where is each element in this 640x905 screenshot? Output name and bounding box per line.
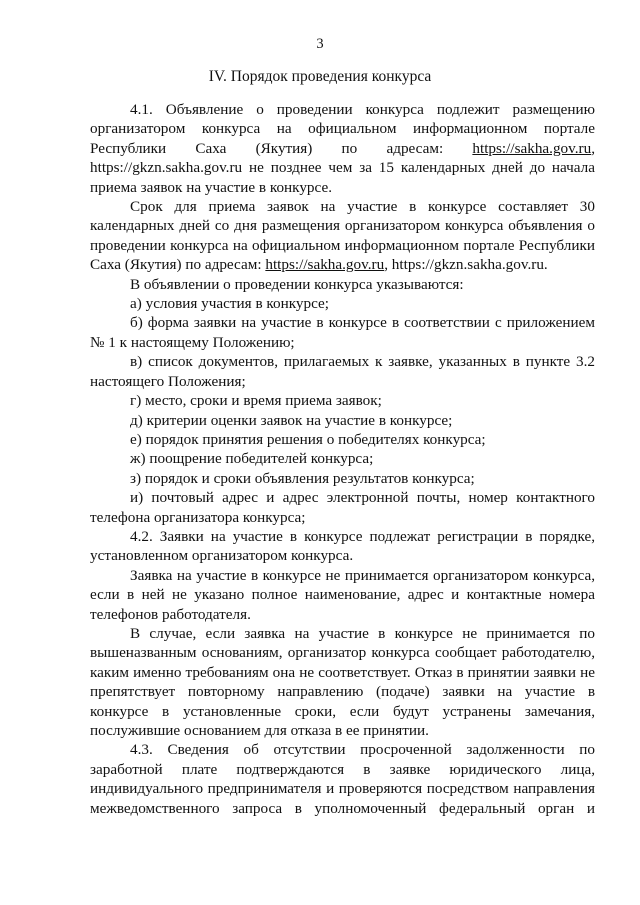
paragraph-announcement-intro: В объявлении о проведении конкурса указываются: — [130, 275, 464, 293]
page-number: 3 — [316, 36, 324, 52]
list-item-b: б) форма заявки на участие в конкурсе в соответствии с приложением № 1 к настоящему Положению; — [90, 314, 595, 351]
list-item-d: д) критерии оценки заявок на участие в конкурсе; — [130, 411, 453, 429]
list-item-zh: ж) поощрение победителей конкурса; — [130, 450, 374, 468]
paragraph-rejection: Заявка на участие в конкурсе не принимается организатором конкурса, если в ней не указано полное наименование, адрес и контактные номера телефонов работодателя. — [90, 566, 595, 623]
sakha-gov-link[interactable]: https://sakha.gov.ru — [472, 139, 592, 157]
list-item-i: и) почтовый адрес и адрес электронной почты, номер контактного телефона организатора конкурса; — [90, 489, 595, 526]
section-title: IV. Порядок проведения конкурса — [208, 68, 432, 85]
list-item-z: з) порядок и сроки объявления результатов конкурса; — [130, 469, 475, 487]
paragraph-4-1-text-b: , https://gkzn.sakha.gov.ru не позднее чем за 15 календарных дней до начала приема заявок на участие в конкурсе. — [90, 139, 595, 196]
sakha-gov-link-2[interactable]: https://sakha.gov.ru — [265, 256, 385, 274]
paragraph-4-1-text-a: 4.1. Объявление о проведении конкурса подлежит размещению организатором конкурса на официальном информационном портале Республики Саха (Якутия) по адресам: — [90, 101, 595, 157]
paragraph-4-2: 4.2. Заявки на участие в конкурсе подлежат регистрации в порядке, установленном организатором конкурса. — [90, 527, 595, 565]
paragraph-deadline — [90, 197, 595, 275]
list-item-e: е) порядок принятия решения о победителях конкурса; — [130, 430, 486, 448]
paragraph-deadline-text-a: Срок для приема заявок на участие в конкурсе составляет 30 календарных дней со дня размещения организатором конкурса объявления о проведении конкурса на официальном информационном портале Республики Саха (Якутия) по адресам: — [90, 198, 595, 274]
document-body — [90, 100, 595, 818]
list-item-v: в) список документов, прилагаемых к заявке, указанных в пункте 3.2 настоящего Положения; — [90, 353, 595, 390]
paragraph-4-3: 4.3. Сведения об отсутствии просроченной задолженности по заработной плате подтверждаются в заявке юридического лица, индивидуального предпринимателя и проверяются посредством направления межведомственного запроса в уполномоченный федеральный орган и — [90, 741, 595, 817]
list-item-g: г) место, сроки и время приема заявок; — [130, 392, 382, 410]
paragraph-deadline-text-b: , https://gkzn.sakha.gov.ru. — [384, 256, 548, 274]
paragraph-4-1 — [90, 100, 595, 197]
list-item-a: а) условия участия в конкурсе; — [130, 295, 329, 313]
paragraph-rejection-notice: В случае, если заявка на участие в конкурсе не принимается по вышеназванным основаниям, организатор конкурса сообщает работодателю, каким именно требованиям она не соответствует. Отказ в принятии заявки не препятствует повторному направлению (подаче) заявки на участие в конкурсе в установленные сроки, если будут устранены замечания, послужившие основанием для отказа в ее принятии. — [90, 624, 595, 739]
